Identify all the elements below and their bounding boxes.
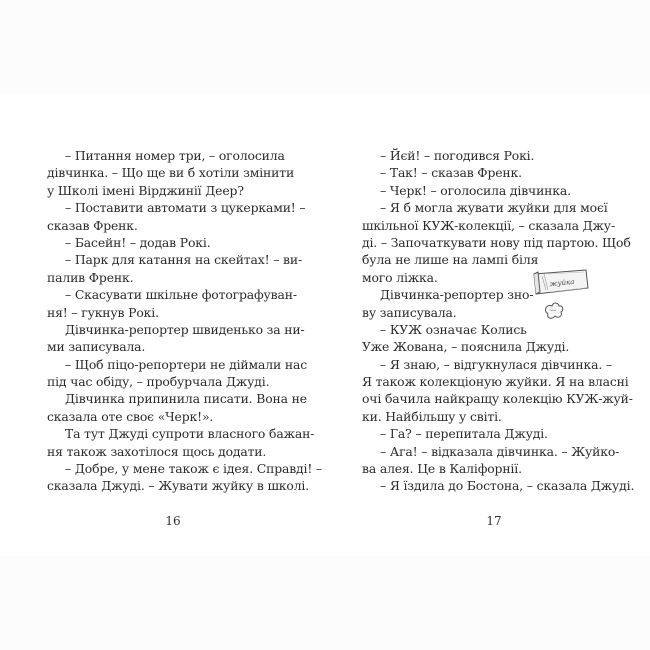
text-line: сказала Джуді. – Жувати жуйку в школі. <box>47 478 310 494</box>
svg-text:жуйка: жуйка <box>549 277 575 289</box>
text-line: – Ага! – відказала дівчинка. – Жуйко- <box>380 443 620 459</box>
left-page-text <box>47 147 323 495</box>
text-line: ву записувала. <box>362 304 457 320</box>
text-line: – Черк! – оголосила дівчинка. <box>380 182 571 198</box>
text-line: у Школі імені Вірджинії Деер? <box>47 182 244 198</box>
text-line: під час обіду, – пробурчала Джуді. <box>47 374 270 390</box>
text-line: Я також колекціоную жуйки. Я на власні <box>362 374 629 390</box>
page-number-right: 17 <box>486 514 502 528</box>
text-line: палив Френк. <box>47 269 134 285</box>
text-line: – Йєй! – погодився Рокі. <box>380 148 535 163</box>
text-line: ня! – гукнув Рокі. <box>47 304 159 320</box>
top-margin-band <box>0 0 650 93</box>
text-line: – КУЖ означає Колись <box>380 321 527 337</box>
text-line: Та тут Джуді супроти власного бажан- <box>65 426 315 442</box>
text-line: сказав Френк. <box>47 217 138 233</box>
text-line: дівчинка. – Що ще ви б хотіли змінити <box>47 165 295 181</box>
text-line: Дівчинка-репортер зно- <box>380 287 534 303</box>
text-line: Уже Жована, – пояснила Джуді. <box>362 339 570 355</box>
text-line: ки. Найбільшу у світі. <box>362 408 502 424</box>
text-line: – Скасувати шкільне фотографуван- <box>65 287 297 303</box>
text-line: була не лише на лампі біля <box>362 252 539 268</box>
text-line: ді. – Започаткувати нову під партою. Щоб <box>362 234 631 250</box>
bottom-margin-band <box>0 556 650 650</box>
text-line: – Га? – перепитала Джуді. <box>380 426 548 442</box>
text-line: – Басейн! – додав Рокі. <box>65 234 211 250</box>
text-line: – Я знаю, – відгукнулася дівчинка. – <box>380 356 612 372</box>
text-line: очі бачила найкращу колекцію КУЖ-жуй- <box>362 391 633 407</box>
text-line: – Я їздила до Бостона, – сказала Джуді. <box>380 478 635 494</box>
gum-wrapper-icon <box>528 264 592 328</box>
text-line: – Так! – сказав Френк. <box>380 165 522 181</box>
text-line: – Поставити автомати з цукерками! – <box>65 200 306 216</box>
text-line: Дівчинка-репортер швиденько за ни- <box>65 321 305 337</box>
text-line: мого ліжка. <box>362 269 438 285</box>
text-line: ня також захотілося щось додати. <box>47 443 267 459</box>
text-line: – Я б могла жувати жуйки для моєї <box>380 200 608 216</box>
text-line: – Щоб піцо-репортери не діймали нас <box>65 356 308 372</box>
text-line: Дівчинка припинила писати. Вона не <box>65 391 307 407</box>
text-line: – Питання номер три, – оголосила <box>65 148 285 163</box>
text-line: – Добре, у мене також є ідея. Справді! – <box>65 461 323 477</box>
text-line: сказала оте своє «Черк!». <box>47 408 214 424</box>
text-line: ми записувала. <box>47 339 146 355</box>
text-line: ва алея. Це в Каліфорнії. <box>362 461 522 477</box>
page-number-left: 16 <box>165 514 181 528</box>
text-line: шкільної КУЖ-колекції, – сказала Джу- <box>362 217 615 233</box>
text-line: – Парк для катання на скейтах! – ви- <box>65 252 303 268</box>
